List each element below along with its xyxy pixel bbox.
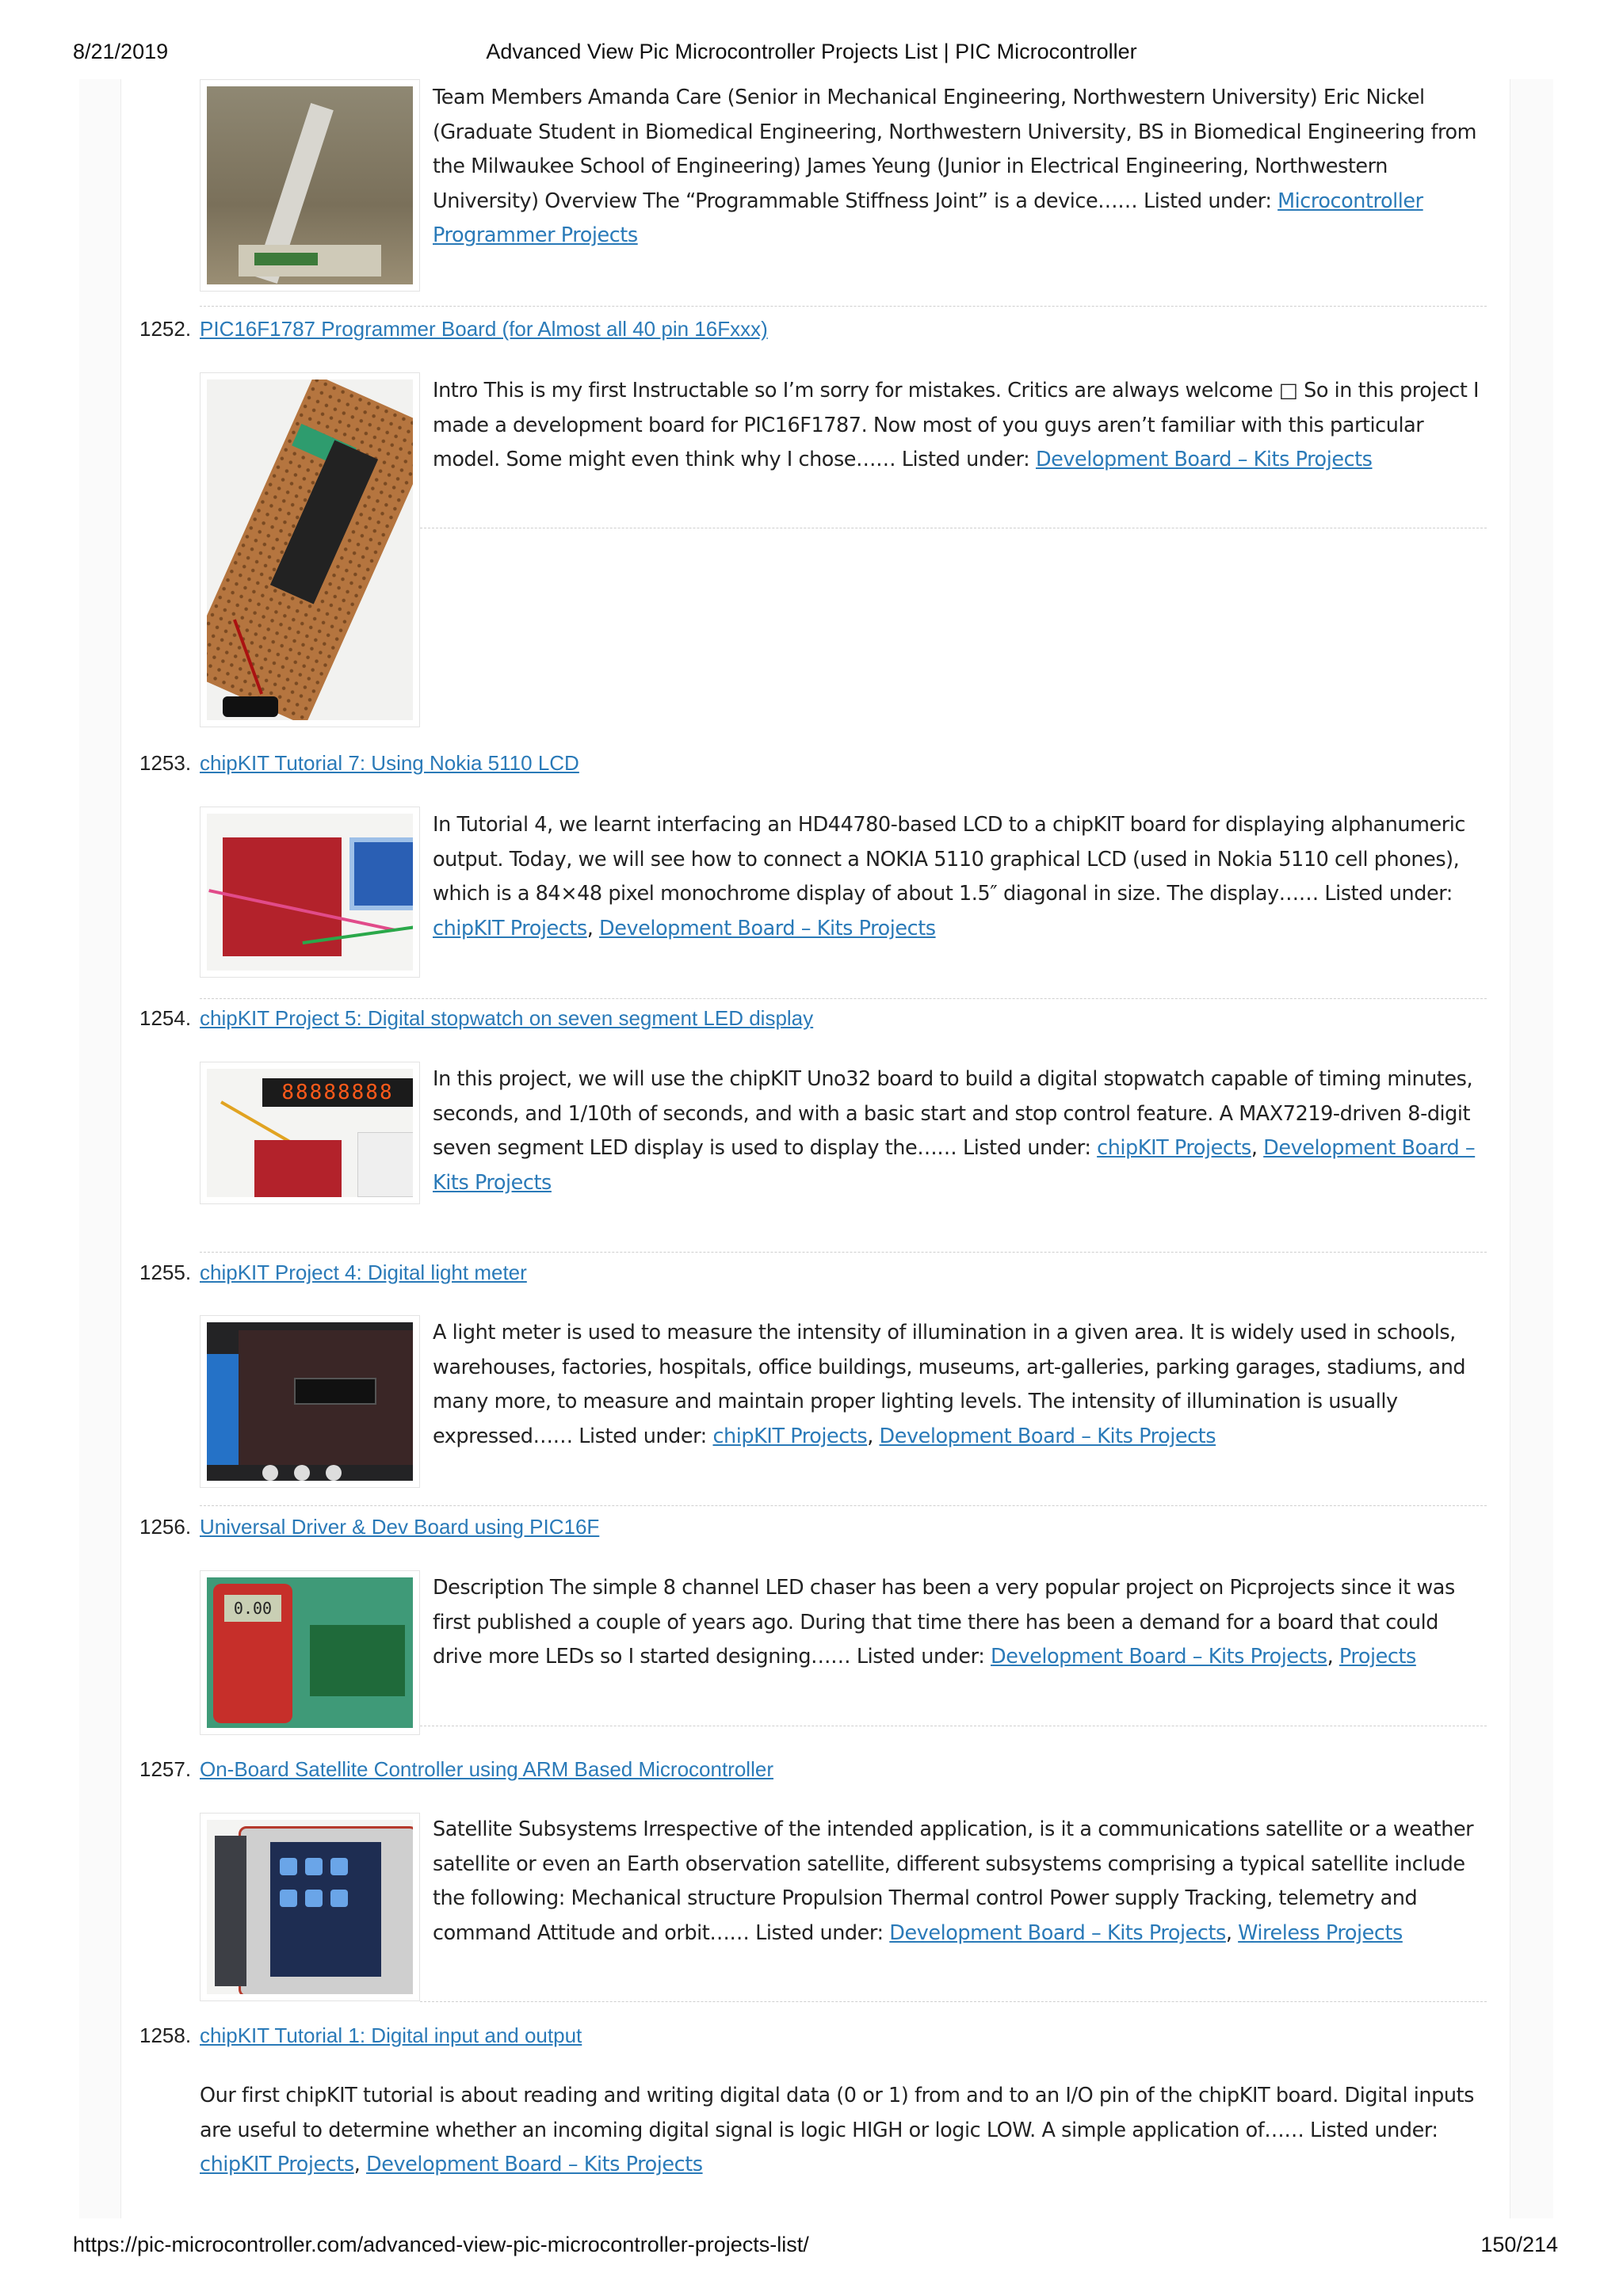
item-description: In Tutorial 4, we learnt interfacing an HD44780-based LCD to a chipKIT board for displaying alphanumeric output. Today, we will see how to connect a NOKIA 5110 graphical LCD (used in Nokia 5110 cell phones), which is a 84×48 pixel monochrome display of about 1.5″ diagonal in size. The display…… Listed under: chipKIT Projects, Development Board – Kits Projects: [433, 813, 1465, 940]
description-text: Team Members Amanda Care (Senior in Mechanical Engineering, Northwestern University) Eric Nickel (Graduate Student in Biomedical Engineering, Northwestern University, BS in Biomedical Engineering from the Milwaukee School of Engineering) James Yeung (Junior in Electrical Engineering, Northwestern University) Overview The “Programmable Stiffness Joint” is a device……: [433, 86, 1477, 213]
project-thumbnail-satellite-controller[interactable]: [200, 1813, 420, 2001]
project-thumbnail-stopwatch[interactable]: [200, 1062, 420, 1204]
listed-under-label: Listed under:: [1324, 882, 1453, 906]
category-link[interactable]: Development Board – Kits Projects: [433, 1136, 1476, 1195]
print-date: 8/21/2019: [73, 40, 169, 63]
project-title-link[interactable]: chipKIT Tutorial 1: Digital input and output: [200, 2023, 582, 2047]
listed-under-label: Listed under:: [755, 1920, 884, 1945]
category-link[interactable]: chipKIT Projects: [200, 2153, 354, 2176]
listed-under-label: Listed under:: [579, 1424, 707, 1448]
category-link[interactable]: Development Board – Kits Projects: [1035, 448, 1373, 471]
project-title-link[interactable]: chipKIT Project 5: Digital stopwatch on seven segment LED display: [200, 1006, 814, 1030]
listed-under-label: Listed under:: [901, 448, 1030, 471]
meter-display: 0.00: [224, 1595, 281, 1622]
separator: [200, 1252, 1487, 1253]
project-title-link[interactable]: chipKIT Tutorial 7: Using Nokia 5110 LCD: [200, 751, 579, 775]
separator: [420, 2001, 1487, 2002]
category-link[interactable]: Development Board – Kits Projects: [991, 1645, 1327, 1669]
stopwatch-display: 88888888: [262, 1078, 413, 1107]
left-gutter-line: [120, 79, 121, 2218]
category-link[interactable]: chipKIT Projects: [712, 1424, 868, 1448]
item-number: 1252.: [139, 317, 192, 341]
project-thumbnail-universal-driver[interactable]: [200, 1570, 420, 1735]
listed-under-label: Listed under:: [1143, 189, 1272, 213]
category-link[interactable]: Development Board – Kits Projects: [889, 1920, 1226, 1945]
description-text: Our first chipKIT tutorial is about reading and writing digital data (0 or 1) from and to an I/O pin of the chipKIT board. Digital inputs are useful to determine whether an incoming digital signal is logic HIGH or logic LOW. A simple application of……: [200, 2084, 1474, 2142]
item-number: 1254.: [139, 1006, 192, 1030]
category-link[interactable]: chipKIT Projects: [433, 916, 587, 940]
project-title-link[interactable]: On-Board Satellite Controller using ARM Based Microcontroller: [200, 1757, 773, 1781]
description-text: Intro This is my first Instructable so I’m sorry for mistakes. Critics are always welcome □ So in this project I made a development board for PIC16F1787. Now most of you guys aren’t familiar with this particular model. Some might even think why I chose……: [433, 379, 1480, 471]
category-link[interactable]: Development Board – Kits Projects: [599, 916, 936, 940]
project-thumbnail-pic16f1787[interactable]: [200, 372, 420, 727]
listed-under-label: Listed under:: [856, 1645, 985, 1669]
project-title-link[interactable]: PIC16F1787 Programmer Board (for Almost all 40 pin 16Fxxx): [200, 317, 768, 341]
description-text: A light meter is used to measure the intensity of illumination in a given area. It is widely used in schools, warehouses, factories, hospitals, office buildings, museums, art-galleries, parking garages, stadiums, and many more, to measure and maintain proper lighting levels. The intensity of illumination is usually expressed……: [433, 1321, 1466, 1448]
description-text: Description The simple 8 channel LED chaser has been a very popular project on Picprojects since it was first published a couple of years ago. During that time there has been a demand for a board that could drive more LEDs so I started designing……: [433, 1576, 1455, 1669]
category-link[interactable]: Wireless Projects: [1238, 1920, 1403, 1945]
print-url: https://pic-microcontroller.com/advanced-view-pic-microcontroller-projects-list/: [73, 2233, 809, 2256]
project-thumbnail-stiffness-joint[interactable]: [200, 79, 420, 292]
item-description: [433, 81, 1487, 254]
item-number: 1255.: [139, 1261, 192, 1284]
listed-under-label: Listed under:: [1310, 2118, 1438, 2142]
item-number: 1256.: [139, 1515, 192, 1539]
separator: [200, 1505, 1487, 1506]
category-link[interactable]: Development Board – Kits Projects: [879, 1424, 1216, 1448]
separator: [200, 306, 1487, 307]
item-number: 1258.: [139, 2023, 192, 2047]
description-text: Satellite Subsystems Irrespective of the intended application, is it a communications satellite or a weather satellite or even an Earth observation satellite, different subsystems comprising a typical satellite include the following: Mechanical structure Propulsion Thermal control Power supply Tracking, telemetry and command Attitude and orbit……: [433, 1817, 1474, 1945]
separator: [200, 998, 1487, 999]
description-text: In Tutorial 4, we learnt interfacing an HD44780-based LCD to a chipKIT board for displaying alphanumeric output. Today, we will see how to connect a NOKIA 5110 graphical LCD (used in Nokia 5110 cell phones), which is a 84×48 pixel monochrome display of about 1.5″ diagonal in size. The display……: [433, 813, 1465, 906]
project-title-link[interactable]: chipKIT Project 4: Digital light meter: [200, 1261, 527, 1284]
print-title: Advanced View Pic Microcontroller Projects List | PIC Microcontroller: [486, 40, 1137, 63]
item-number: 1253.: [139, 751, 192, 775]
print-header: [0, 40, 1623, 71]
item-number: 1257.: [139, 1757, 192, 1781]
category-link[interactable]: Microcontroller Programmer Projects: [433, 189, 1423, 247]
page-number: 150/214: [1480, 2233, 1558, 2256]
item-description: Our first chipKIT tutorial is about reading and writing digital data (0 or 1) from and to an I/O pin of the chipKIT board. Digital inputs are useful to determine whether an incoming digital signal is logic HIGH or logic LOW. A simple application of…… Listed under: chipKIT Projects, Development Board – Kits Projects: [200, 2084, 1474, 2176]
item-description: A light meter is used to measure the intensity of illumination in a given area. It is widely used in schools, warehouses, factories, hospitals, office buildings, museums, art-galleries, parking garages, stadiums, and many more, to measure and maintain proper lighting levels. The intensity of illumination is usually expressed…… Listed under: chipKIT Projects, Development Board – Kits Projects: [433, 1321, 1466, 1448]
category-link[interactable]: Projects: [1338, 1645, 1416, 1669]
item-description: [433, 374, 1487, 478]
listed-under-label: Listed under:: [962, 1136, 1091, 1160]
project-thumbnail-light-meter[interactable]: [200, 1315, 420, 1488]
item-description: Description The simple 8 channel LED chaser has been a very popular project on Picprojects since it was first published a couple of years ago. During that time there has been a demand for a board that could drive more LEDs so I started designing…… Listed under: Development Board – Kits Projects, Projects: [433, 1576, 1455, 1669]
category-link[interactable]: chipKIT Projects: [1097, 1136, 1251, 1160]
item-description: Satellite Subsystems Irrespective of the intended application, is it a communications satellite or a weather satellite or even an Earth observation satellite, different subsystems comprising a typical satellite include the following: Mechanical structure Propulsion Thermal control Power supply Tracking, telemetry and command Attitude and orbit…… Listed under: Development Board – Kits Projects, Wireless Projects: [433, 1817, 1474, 1945]
category-link[interactable]: Development Board – Kits Projects: [366, 2153, 703, 2176]
project-title-link[interactable]: Universal Driver & Dev Board using PIC16F: [200, 1515, 600, 1539]
item-description: In this project, we will use the chipKIT Uno32 board to build a digital stopwatch capable of timing minutes, seconds, and 1/10th of seconds, and with a basic start and stop control feature. A MAX7219-driven 8-digit seven segment LED display is used to display the…… Listed under: chipKIT Projects, Development Board – Kits Projects: [433, 1067, 1476, 1195]
description-text: In this project, we will use the chipKIT Uno32 board to build a digital stopwatch capable of timing minutes, seconds, and 1/10th of seconds, and with a basic start and stop control feature. A MAX7219-driven 8-digit seven segment LED display is used to display the……: [433, 1067, 1473, 1160]
project-thumbnail-nokia-lcd[interactable]: [200, 807, 420, 978]
